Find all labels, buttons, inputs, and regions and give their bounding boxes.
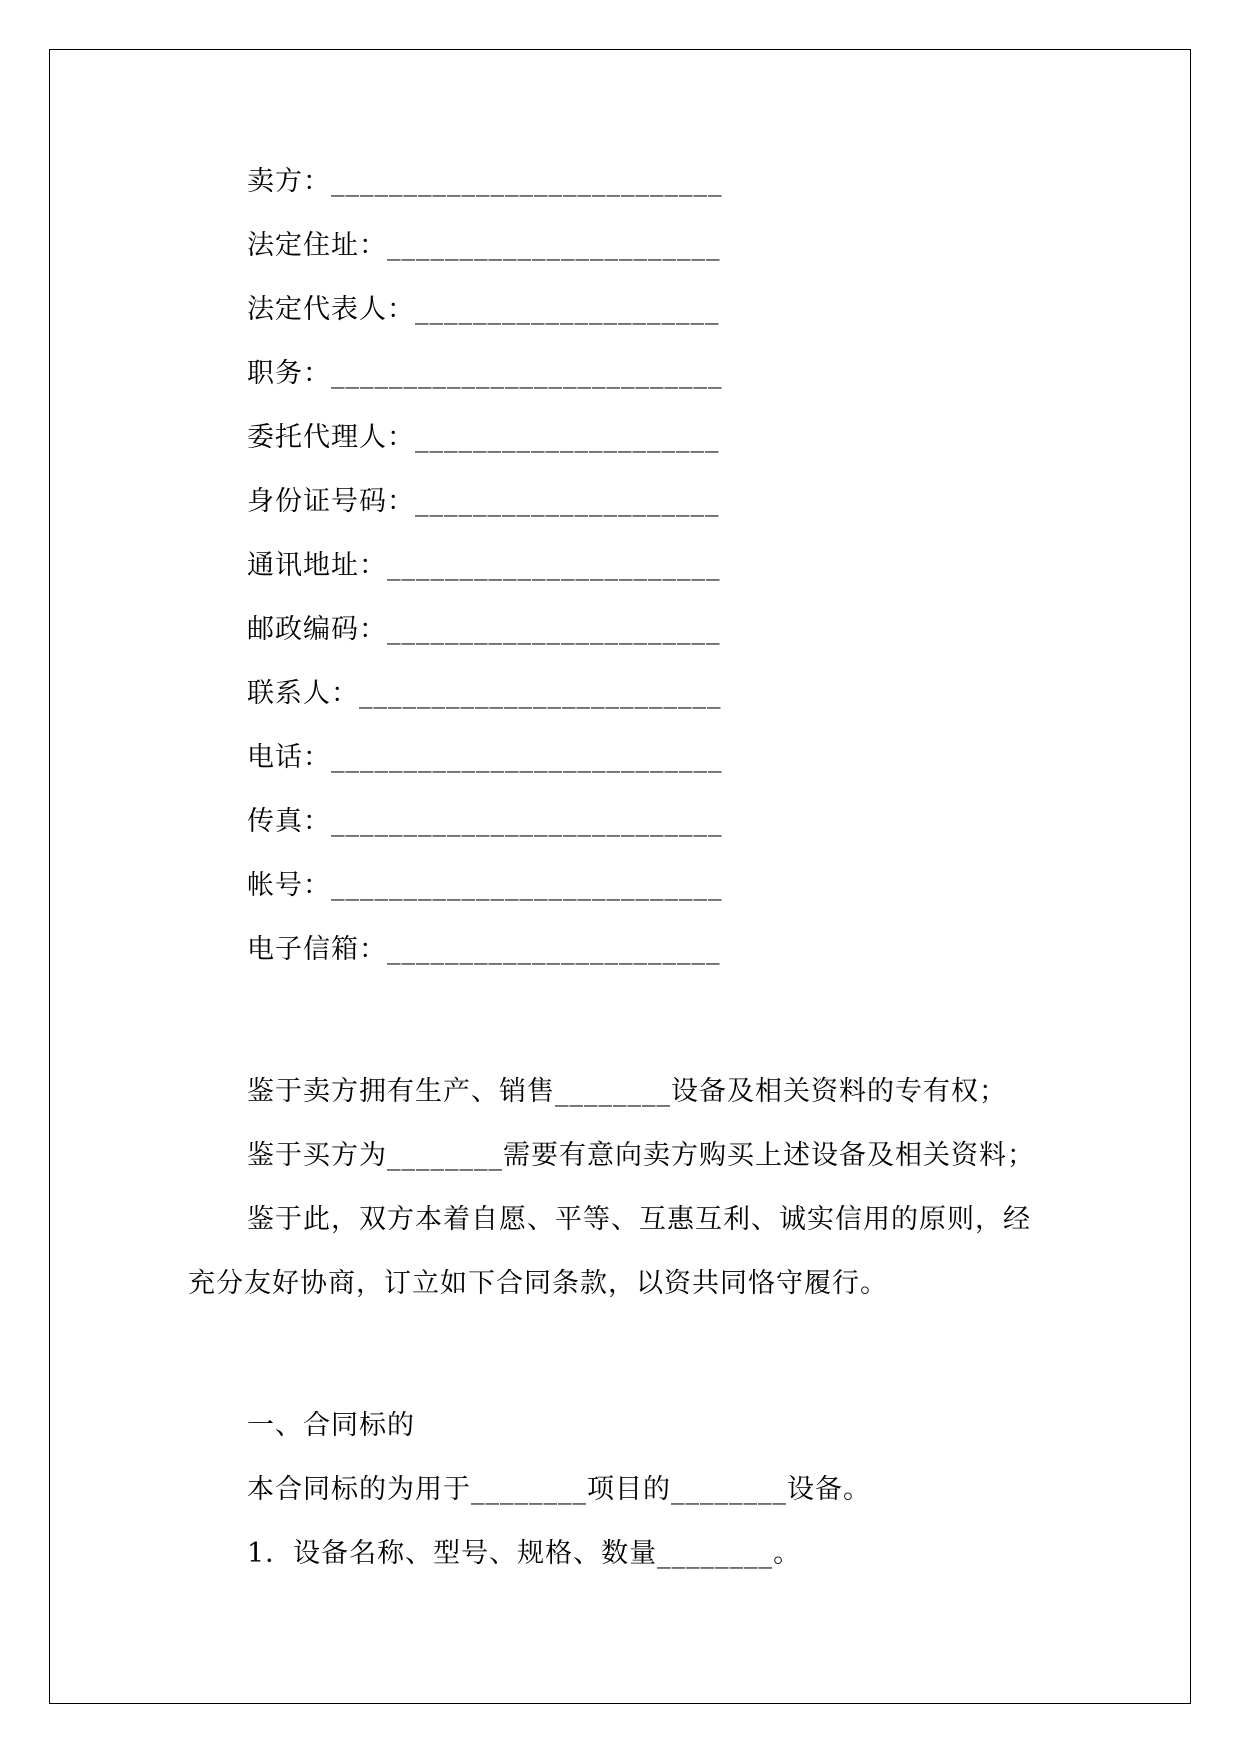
phone-field: 电话：___________________________ <box>247 742 723 773</box>
authorized-agent-field: 委托代理人：_____________________ <box>247 422 720 453</box>
legal-address-field: 法定住址：_______________________ <box>247 230 721 261</box>
account-field: 帐号：___________________________ <box>247 870 723 901</box>
fax-field: 传真：___________________________ <box>247 806 723 837</box>
preamble-line-1: 鉴于卖方拥有生产、销售________设备及相关资料的专有权； <box>247 1076 1007 1107</box>
section-item-1: 1．设备名称、型号、规格、数量________。 <box>247 1538 802 1569</box>
preamble-line-3: 鉴于此，双方本着自愿、平等、互惠互利、诚实信用的原则，经 <box>247 1204 1031 1235</box>
postal-code-field: 邮政编码：_______________________ <box>247 614 721 645</box>
preamble-line-2: 鉴于买方为________需要有意向卖方购买上述设备及相关资料； <box>247 1140 1035 1171</box>
legal-representative-field: 法定代表人：_____________________ <box>247 294 720 325</box>
section-heading: 一、合同标的 <box>247 1410 415 1441</box>
seller-field: 卖方：___________________________ <box>247 166 723 197</box>
section-body: 本合同标的为用于________项目的________设备。 <box>247 1474 871 1505</box>
contact-person-field: 联系人：_________________________ <box>247 678 722 709</box>
preamble-line-4: 充分友好协商，订立如下合同条款，以资共同恪守履行。 <box>188 1268 888 1299</box>
mailing-address-field: 通讯地址：_______________________ <box>247 550 721 581</box>
id-number-field: 身份证号码：_____________________ <box>247 486 720 517</box>
email-field: 电子信箱：_______________________ <box>247 934 721 965</box>
position-field: 职务：___________________________ <box>247 358 723 389</box>
